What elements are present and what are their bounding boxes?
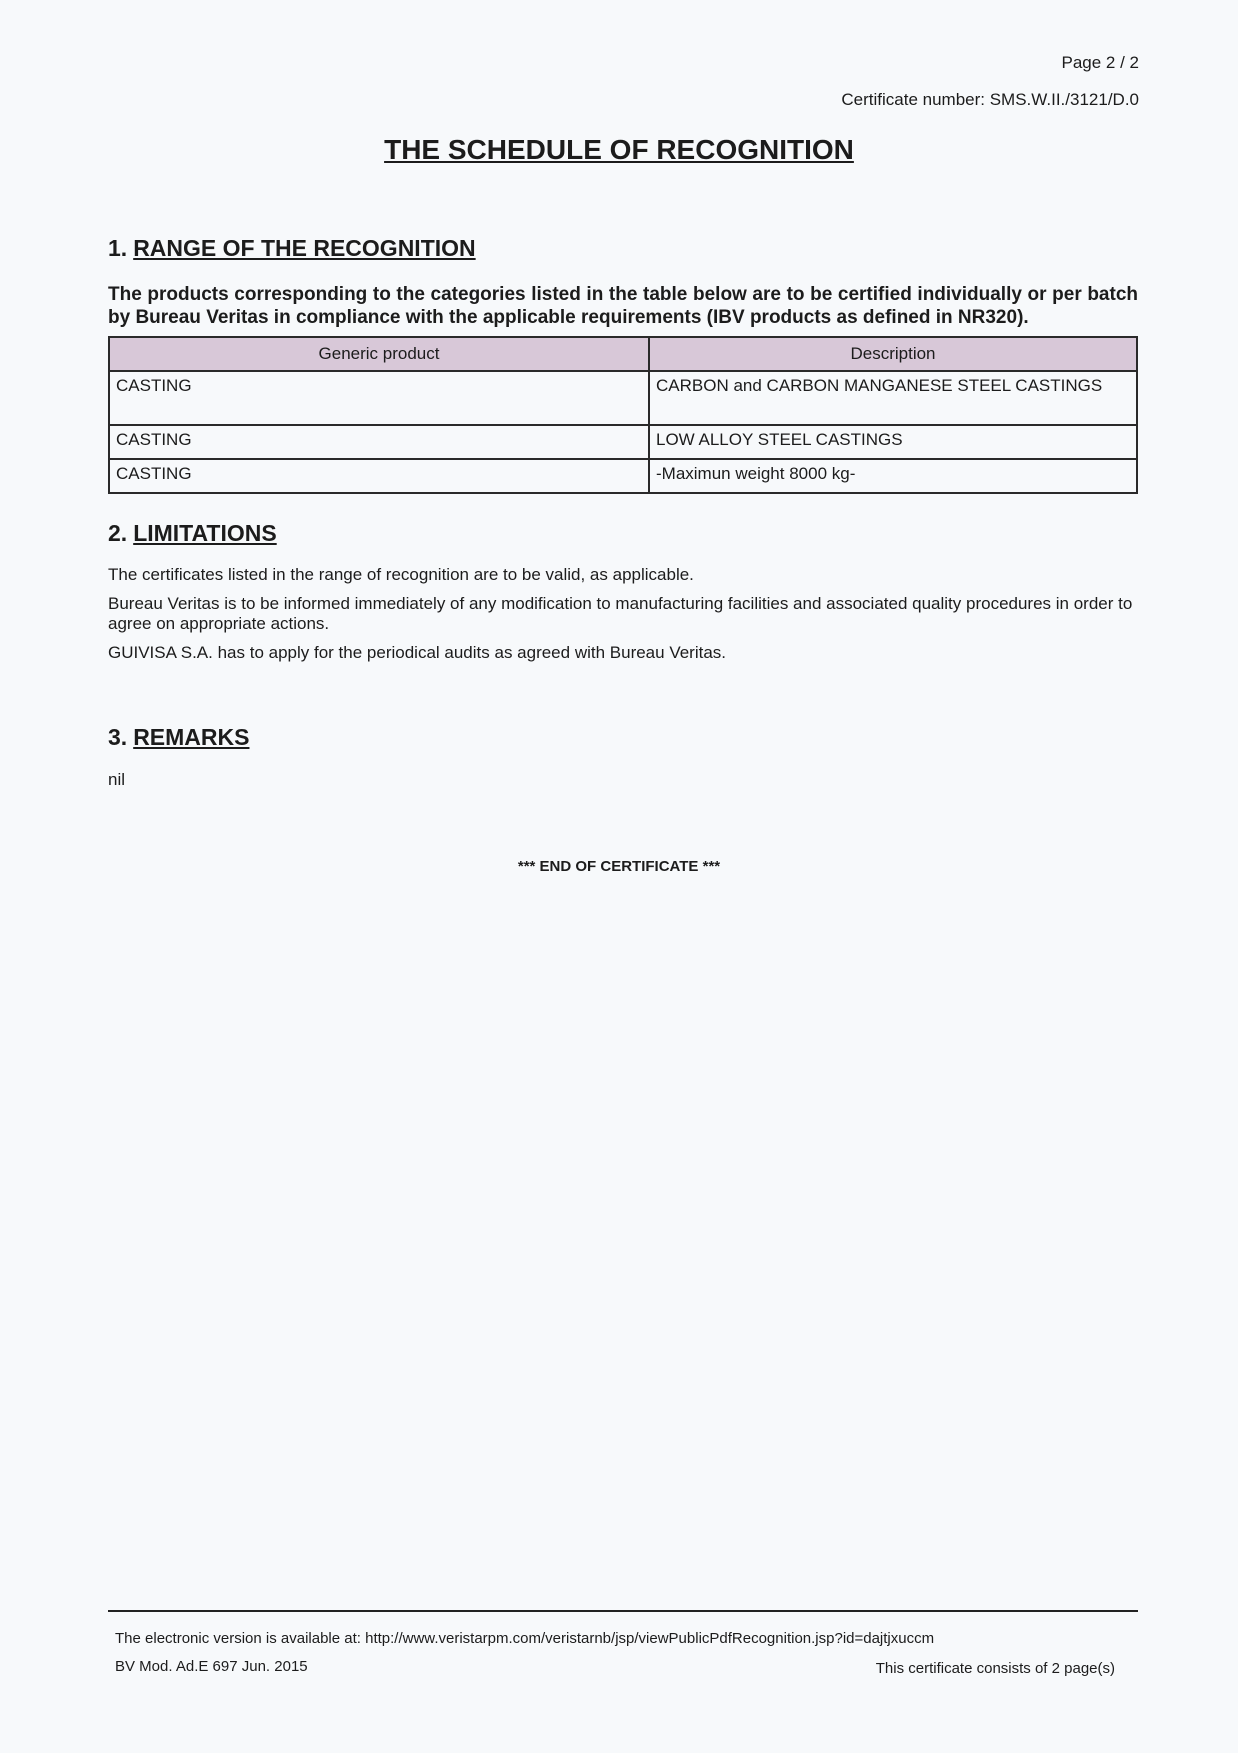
table-row <box>109 425 1137 459</box>
section-number: 3. <box>108 724 128 750</box>
section-number: 2. <box>108 520 128 546</box>
table-row <box>109 371 1137 425</box>
section-heading-remarks <box>108 724 249 751</box>
limitation-paragraph: The certificates listed in the range of recognition are to be valid, as applicable. <box>108 565 694 584</box>
section-heading-limitations <box>108 520 277 547</box>
limitations-text <box>108 565 1138 672</box>
section-title: LIMITATIONS <box>133 520 277 546</box>
range-intro: The products corresponding to the categories listed in the table below are to be certified individually or per batch by Bureau Veritas in compliance with the applicable requirements (IBV products as defined in NR320). <box>108 284 1138 328</box>
section-number: 1. <box>108 235 128 261</box>
remarks-text: nil <box>108 770 126 789</box>
recognition-table <box>108 336 1138 494</box>
table-header-row <box>109 337 1137 371</box>
column-header-description: Description <box>649 337 1137 371</box>
section-title: REMARKS <box>133 724 250 750</box>
generic-product-cell: CASTING <box>109 425 649 459</box>
description-cell: CARBON and CARBON MANGANESE STEEL CASTINGS <box>649 371 1137 425</box>
end-of-certificate: *** END OF CERTIFICATE *** <box>517 858 721 875</box>
description-cell: LOW ALLOY STEEL CASTINGS <box>649 425 1137 459</box>
column-header-generic-product: Generic product <box>109 337 649 371</box>
electronic-version-note: The electronic version is available at: http://www.veristarpm.com/veristarnb/jsp/viewPublicPdfRecognition.jsp?id=dajtjxuccm <box>115 1630 935 1647</box>
generic-product-cell: CASTING <box>109 459 649 493</box>
generic-product-cell: CASTING <box>109 371 649 425</box>
page-number: Page 2 / 2 <box>1061 53 1139 72</box>
section-title: RANGE OF THE RECOGNITION <box>133 235 476 261</box>
certificate-number: Certificate number: SMS.W.II./3121/D.0 <box>841 90 1139 109</box>
page-count-note: This certificate consists of 2 page(s) <box>875 1660 1115 1677</box>
limitation-paragraph: GUIVISA S.A. has to apply for the periodical audits as agreed with Bureau Veritas. <box>108 643 727 662</box>
table-row <box>109 459 1137 493</box>
footer-divider <box>108 1610 1138 1612</box>
form-model-reference: BV Mod. Ad.E 697 Jun. 2015 <box>115 1658 308 1675</box>
section-heading-range <box>108 235 476 262</box>
document-title: THE SCHEDULE OF RECOGNITION <box>384 134 854 165</box>
limitation-paragraph: Bureau Veritas is to be informed immediately of any modification to manufacturing facilities and associated quality procedures in order to agree on appropriate actions. <box>108 594 1133 633</box>
description-cell: -Maximun weight 8000 kg- <box>649 459 1137 493</box>
